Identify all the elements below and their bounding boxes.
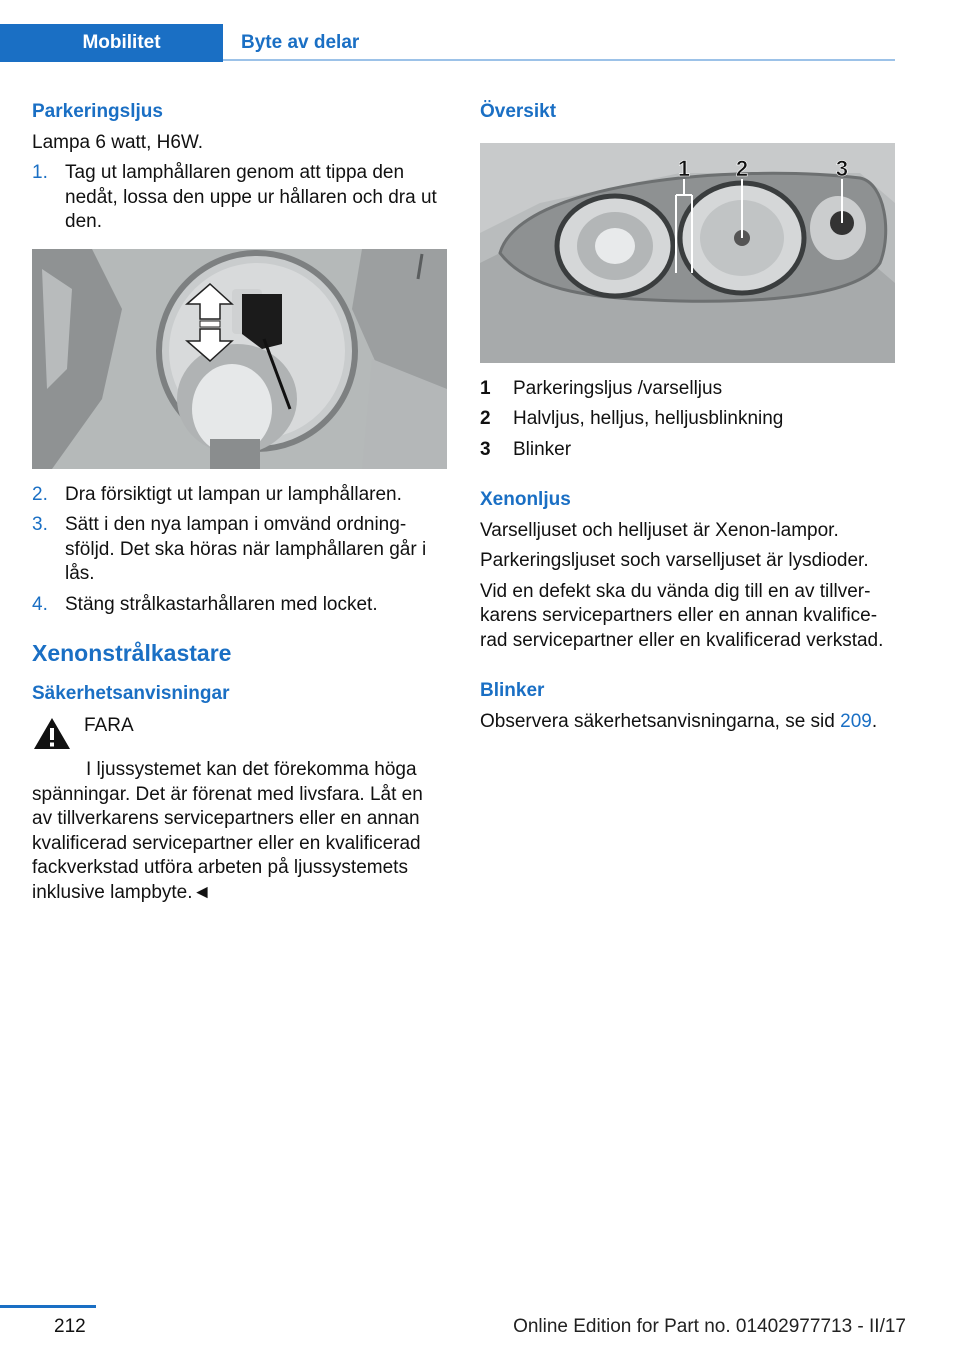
right-column: [480, 100, 895, 734]
blinker-paragraph: [480, 710, 895, 735]
step-text: Dra försiktigt ut lampan ur lamphållaren.: [65, 483, 402, 505]
step-3: [32, 513, 447, 587]
step-number: 3.: [32, 514, 48, 535]
lamp-holder-photo: [32, 249, 447, 469]
step-number: 1.: [32, 162, 48, 183]
legend: [480, 377, 895, 463]
header-tabs: [0, 24, 895, 62]
step-2: [32, 483, 447, 508]
blinker-heading: Blinker: [480, 680, 545, 701]
blinker-text: Observera säkerhetsanvisningarna, se sid: [480, 710, 841, 732]
step-text: Sätt i den nya lampan i omvänd ordningsföljd. Det ska höras när lamphållaren går i lås.: [65, 514, 427, 584]
headlight-overview-photo: [480, 143, 895, 363]
legend-item: [480, 407, 895, 432]
legend-number: 3: [480, 438, 491, 460]
tab-divider: [223, 59, 895, 61]
xenonljus-paragraph-2: Parkeringsljuset soch varselljuset är lysdioder.: [480, 550, 869, 571]
legend-text: Parkeringsljus /varselljus: [513, 377, 723, 399]
oversikt-heading: Översikt: [480, 101, 557, 122]
step-number: 2.: [32, 483, 48, 505]
warning-title: FARA: [84, 715, 134, 736]
legend-text: Blinker: [513, 438, 572, 460]
parkeringsljus-heading: Parkeringsljus: [32, 101, 163, 122]
callout-1: 1: [677, 155, 691, 181]
step-text: Stäng strålkastarhållaren med locket.: [65, 593, 378, 615]
step-number: 4.: [32, 593, 48, 615]
callout-2: 2: [735, 155, 749, 181]
step-4: [32, 593, 447, 618]
page-link-209[interactable]: 209: [840, 710, 872, 732]
warning-triangle-icon: [32, 716, 72, 752]
step-1: [32, 161, 447, 235]
legend-item: [480, 377, 895, 402]
blinker-end: .: [871, 710, 878, 732]
tab-byte-av-delar[interactable]: Byte av delar: [241, 32, 360, 53]
callout-3: 3: [835, 155, 849, 181]
xenonstralkastare-heading: Xenonstrålkastare: [32, 640, 232, 666]
legend-number: 1: [480, 377, 491, 399]
parkeringsljus-text: Lampa 6 watt, H6W.: [32, 131, 204, 153]
edition-footer: Online Edition for Part no. 01402977713 - II/17: [513, 1316, 906, 1337]
warning-text: I ljussystemet kan det förekomma höga spänningar. Det är förenat med livsfara. Låt en av tillverkarens servicepartners eller en annan kvalificerad servicepartner eller en kvalificerad fackverkstad utföra arbeten på ljussystemets inklusive lampbyte.◄: [32, 759, 423, 903]
left-column: [32, 100, 447, 905]
warning-box: [32, 714, 447, 752]
xenonljus-heading: Xenonljus: [480, 489, 571, 510]
xenonljus-paragraph-1: Varselljuset och helljuset är Xenon-lampor.: [480, 519, 839, 541]
legend-number: 2: [480, 408, 491, 429]
page-number-rule: [0, 1305, 96, 1308]
step-text: Tag ut lamphållaren genom att tippa den nedåt, lossa den uppe ur hållaren och dra ut den.: [65, 162, 437, 232]
sakerhetsanvisningar-heading: Säkerhetsanvisningar: [32, 682, 230, 704]
page-number: 212: [54, 1316, 86, 1337]
legend-item: [480, 438, 895, 463]
xenonljus-paragraph-3: Vid en defekt ska du vända dig till en av tillverkarens servicepartners eller en annan kvalificerad servicepartner eller en kvalificerad verkstad.: [480, 580, 884, 651]
tab-mobilitet[interactable]: Mobilitet: [0, 24, 223, 62]
legend-text: Halvljus, helljus, helljusblinkning: [513, 408, 784, 429]
